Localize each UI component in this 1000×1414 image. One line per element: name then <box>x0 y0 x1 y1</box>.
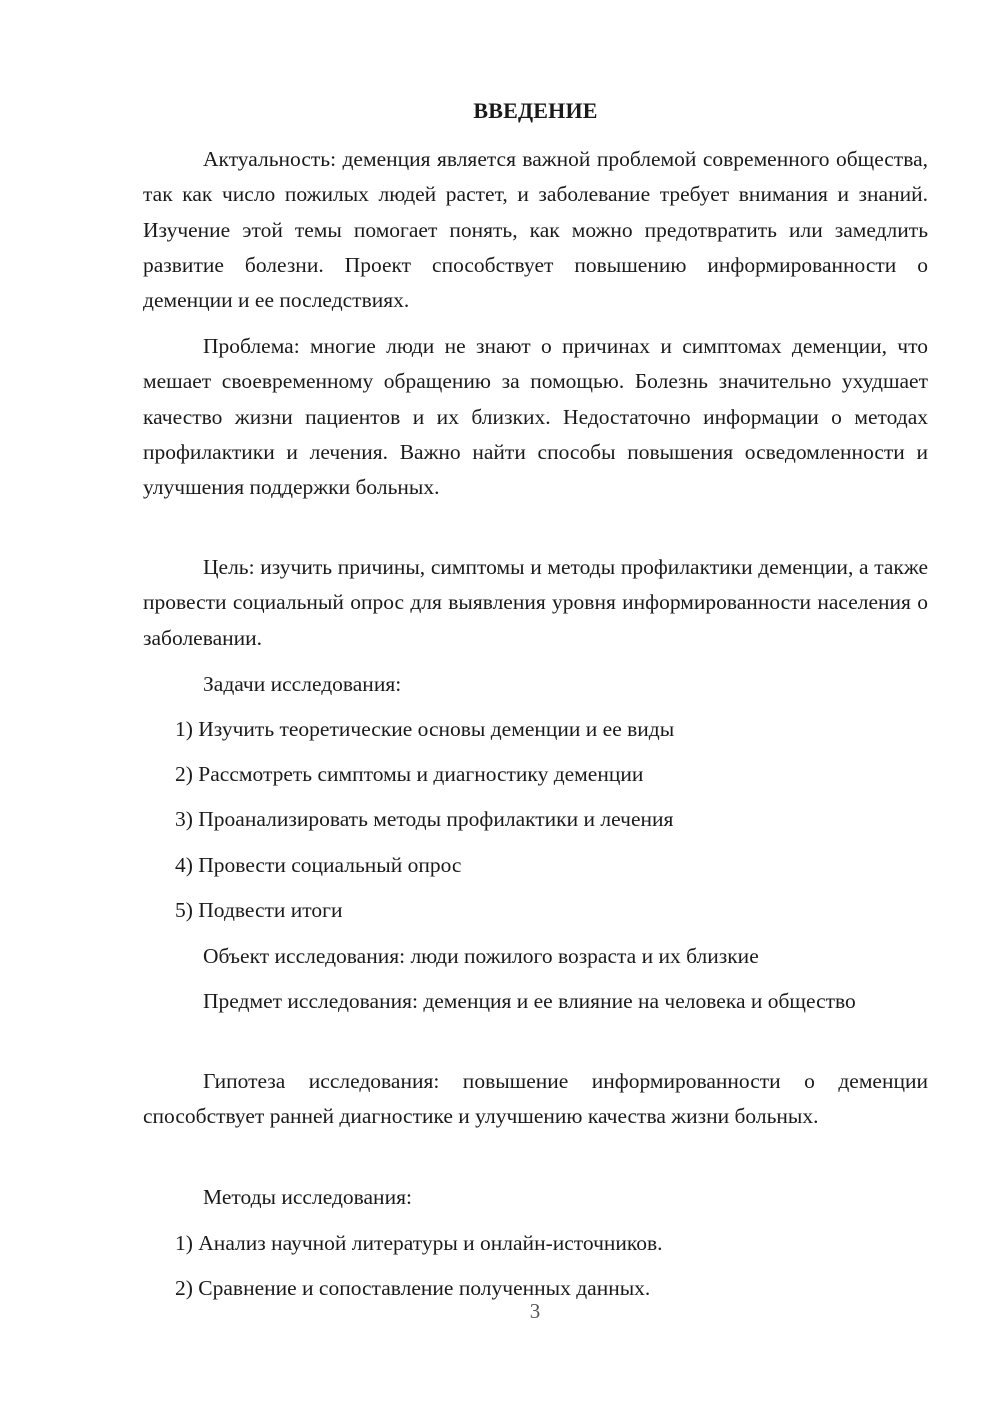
object-line: Объект исследования: люди пожилого возраста и их близкие <box>203 944 759 968</box>
goal-paragraph: Цель: изучить причины, симптомы и методы профилактики деменции, а также провести социальный опрос для выявления уровня информированности населения о заболевании. <box>143 555 928 650</box>
task-item: 2) Рассмотреть симптомы и диагностику деменции <box>175 762 644 786</box>
task-item: 3) Проанализировать методы профилактики и лечения <box>175 807 674 831</box>
relevance-paragraph: Актуальность: деменция является важной проблемой современного общества, так как число пожилых людей растет, и заболевание требует внимания и знаний. Изучение этой темы помогает понять, как можно предотвратить или замедлить развитие болезни. Проект способствует повышению информированности о деменции и ее последствиях. <box>143 147 928 313</box>
problem-paragraph: Проблема: многие люди не знают о причинах и симптомах деменции, что мешает своевременному обращению за помощью. Болезнь значительно ухудшает качество жизни пациентов и их близких. Недостаточно информации о методах профилактики и лечения. Важно найти способы повышения осведомленности и улучшения поддержки больных. <box>143 334 928 500</box>
subject-paragraph: Предмет исследования: деменция и ее влияние на человека и общество <box>203 989 856 1013</box>
task-item: 5) Подвести итоги <box>175 898 343 922</box>
tasks-title: Задачи исследования: <box>203 672 402 696</box>
method-item: 2) Сравнение и сопоставление полученных данных. <box>175 1276 651 1300</box>
methods-title: Методы исследования: <box>203 1185 412 1209</box>
task-item: 1) Изучить теоретические основы деменции и ее виды <box>175 717 675 741</box>
method-item: 1) Анализ научной литературы и онлайн-источников. <box>175 1231 663 1255</box>
section-heading: ВВЕДЕНИЕ <box>473 98 598 123</box>
page-number: 3 <box>529 1299 541 1323</box>
task-item: 4) Провести социальный опрос <box>175 853 462 877</box>
hypothesis-paragraph: Гипотеза исследования: повышение информированности о деменции способствует ранней диагностике и улучшению качества жизни больных. <box>143 1069 928 1129</box>
